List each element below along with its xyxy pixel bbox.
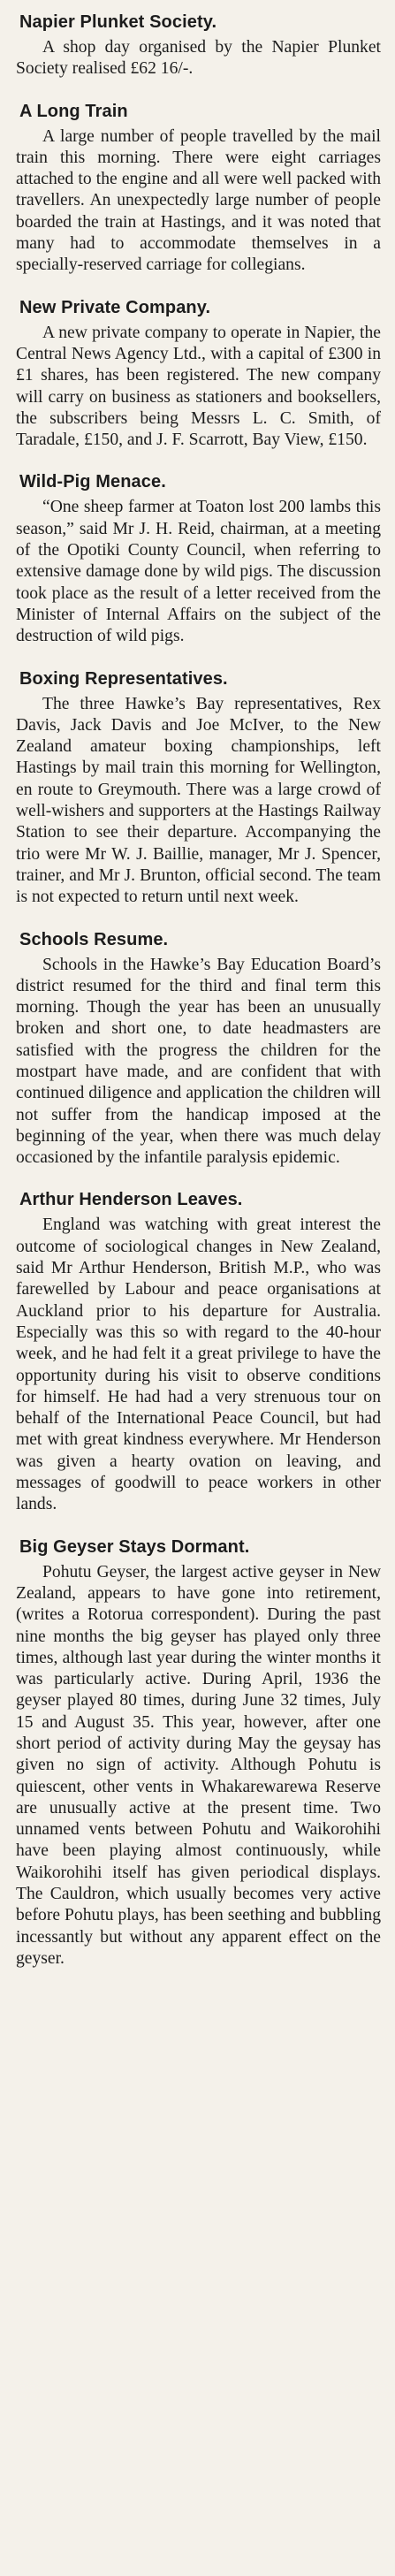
article-arthur-henderson-leaves — [16, 1188, 381, 1515]
article-wild-pig-menace — [16, 470, 381, 647]
article-body: Pohutu Geyser, the largest active geyser in New Zealand, appears to have gone into retirement, (writes a Rotorua correspondent). During the past nine months the big geyser has played only three times, although last year during the winter months it was particularly active. During April, 1936 the geyser played 80 times, during June 32 times, July 15 and August 35. This year, however, after one short period of activity during May the geysay has given no sign of activity. Although Pohutu is quiescent, other vents in Whakarewarewa Reserve are unusually active at the present time. Two unnamed vents between Pohutu and Waikorohihi have been playing almost continuously, while Waikorohihi itself has given periodical displays. The Cauldron, which usually becomes very active before Pohutu plays, has been seething and bubbling incessantly but without any apparent effect on the geyser. — [16, 1562, 381, 1968]
article-a-long-train — [16, 100, 381, 277]
headline: Boxing Representatives. — [19, 668, 228, 689]
article-body: Schools in the Hawke’s Bay Education Board’s district resumed for the third and final term this morning. Though the year has been an unusually broken and short one, to date headmasters are satisfied with the progress the children for the mostpart have made, and are confident that with continued diligence and application the children will not suffer from the handicap imposed at the beginning of the year, when there was much delay occasioned by the infantile paralysis epidemic. — [16, 955, 381, 1168]
headline: Arthur Henderson Leaves. — [19, 1190, 243, 1210]
article-big-geyser-stays-dormant — [16, 1536, 381, 1970]
headline: Wild-Pig Menace. — [19, 472, 166, 492]
article-body: A large number of people travelled by the mail train this morning. There were eight carriages attached to the engine and all were well packed with travellers. An unexpectedly large number of people boarded the train at Hastings, and it was noted that many had to accommodate themselves in a specially-reserved carriage for collegians. — [16, 126, 381, 275]
headline: Napier Plunket Society. — [19, 12, 217, 32]
article-body: “One sheep farmer at Toaton lost 200 lambs this season,” said Mr J. H. Reid, chairman, at a meeting of the Opotiki County Council, when referring to extensive damage done by wild pigs. The discussion took place as the result of a letter received from the Minister of Internal Affairs on the subject of the destruction of wild pigs. — [16, 498, 381, 646]
headline: Big Geyser Stays Dormant. — [19, 1536, 250, 1557]
headline: New Private Company. — [19, 297, 211, 317]
article-body: A new private company to operate in Napier, the Central News Agency Ltd., with a capital of £300 in £1 shares, has been registered. The new company will carry on business as stationers and booksellers, the subscribers being Messrs L. C. Smith, of Taradale, £150, and J. F. Scarrott, Bay View, £150. — [16, 323, 381, 450]
article-new-private-company — [16, 296, 381, 452]
headline: Schools Resume. — [19, 929, 169, 949]
article-boxing-representatives — [16, 667, 381, 909]
headline: A Long Train — [19, 101, 128, 121]
article-napier-plunket-society — [16, 11, 381, 80]
article-body: The three Hawke’s Bay representatives, Rex Davis, Jack Davis and Joe McIver, to the New Zealand amateur boxing championships, left Hastings by mail train this morning for Wellington, en route to Greymouth. There was a large crowd of well-wishers and supporters at the Hastings Railway Station to see their departure. Accompanying the trio were Mr W. J. Baillie, manager, Mr J. Spencer, trainer, and Mr J. Brunton, official second. The team is not expected to return until next week. — [16, 694, 381, 907]
article-body: A shop day organised by the Napier Plunket Society realised £62 16/-. — [16, 38, 381, 79]
article-body: England was watching with great interest the outcome of sociological changes in New Zealand, said Mr Arthur Henderson, British M.P., who was farewelled by Labour and peace organisations at Auckland prior to his departure for Australia. Especially was this so with regard to the 40-hour week, and he had felt it a great privilege to have the opportunity during his visit to observe conditions for himself. He had had a very strenuous tour on behalf of the International Peace Council, but had met with great kindness everywhere. Mr Henderson was given a hearty ovation on leaving, and messages of goodwill to peace workers in other lands. — [16, 1216, 381, 1514]
article-schools-resume — [16, 928, 381, 1170]
